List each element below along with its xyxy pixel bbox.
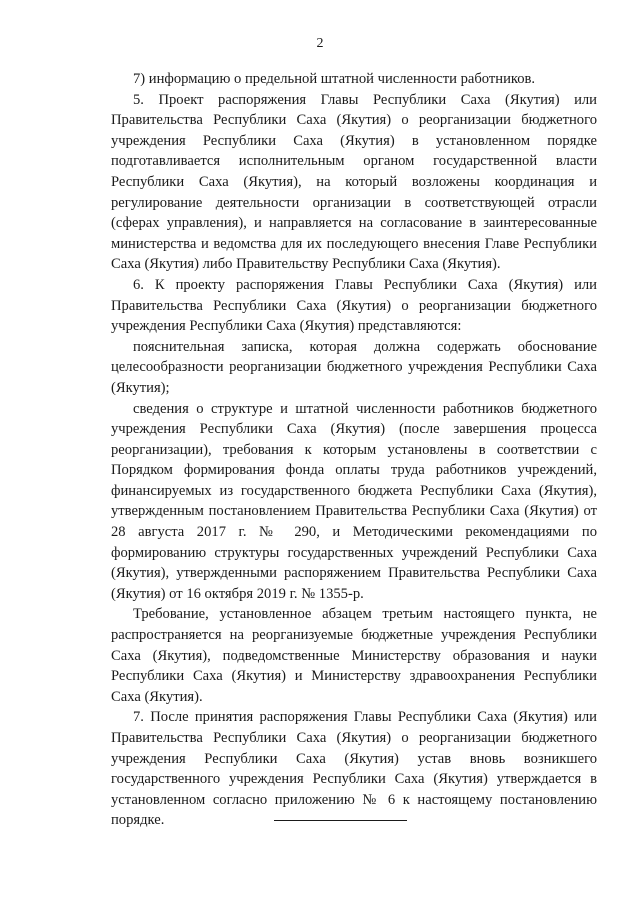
paragraph-staffing-info: сведения о структуре и штатной численности работников бюджетного учреждения Республики Саха (Якутия) (после завершения процесса реорганизации), требования к которым установлены в соответствии с Порядком формирования фонда оплаты труда работников учреждений, финансируемых из государственного бюджета Республики Саха (Якутия), утвержденным постановлением Правительства Республики Саха (Якутия) от 28 августа 2017 г. № 290, и Методическими рекомендациями по формированию структуры государственных учреждений Республики Саха (Якутия), утвержденными распоряжением Правительства Республики Саха (Якутия) от 16 октября 2019 г. № 1355-р.: [111, 400, 597, 602]
document-body: [111, 69, 597, 831]
paragraph-explanatory-note: пояснительная записка, которая должна содержать обоснование целесообразности реорганизации бюджетного учреждения Республики Саха (Якутия);: [111, 338, 597, 396]
paragraph-clause-5: 5. Проект распоряжения Главы Республики Саха (Якутия) или Правительства Республики Саха (Якутия) о реорганизации бюджетного учреждения Республики Саха (Якутия) в установленном порядке подготавливается исполнительным органом государственной власти Республики Саха (Якутия), на который возложены координация и регулирование деятельности организации в соответствующей отрасли (сферах управления), и направляется на согласование в заинтересованные министерства и ведомства для их последующего внесения Главе Республики Саха (Якутия) либо Правительству Республики Саха (Якутия).: [111, 91, 597, 273]
end-separator-line: [274, 820, 407, 821]
paragraph-item-7: 7) информацию о предельной штатной численности работников.: [133, 71, 536, 87]
paragraph-requirement-exception: Требование, установленное абзацем третьим настоящего пункта, не распространяется на реорганизуемые бюджетные учреждения Республики Саха (Якутия), подведомственные Министерству образования и науки Республики Саха (Якутия) и Министерству здравоохранения Республики Саха (Якутия).: [111, 606, 597, 705]
page-number: 2: [316, 36, 324, 51]
paragraph-clause-7: 7. После принятия распоряжения Главы Республики Саха (Якутия) или Правительства Республики Саха (Якутия) о реорганизации бюджетного учреждения Республики Саха (Якутия) устав вновь возникшего государственного учреждения Республики Саха (Якутия) утверждается в установленном согласно приложению № 6 к настоящему постановлению порядке.: [111, 709, 597, 829]
paragraph-clause-6: 6. К проекту распоряжения Главы Республики Саха (Якутия) или Правительства Республики Саха (Якутия) о реорганизации бюджетного учреждения Республики Саха (Якутия) представляются:: [111, 276, 597, 335]
